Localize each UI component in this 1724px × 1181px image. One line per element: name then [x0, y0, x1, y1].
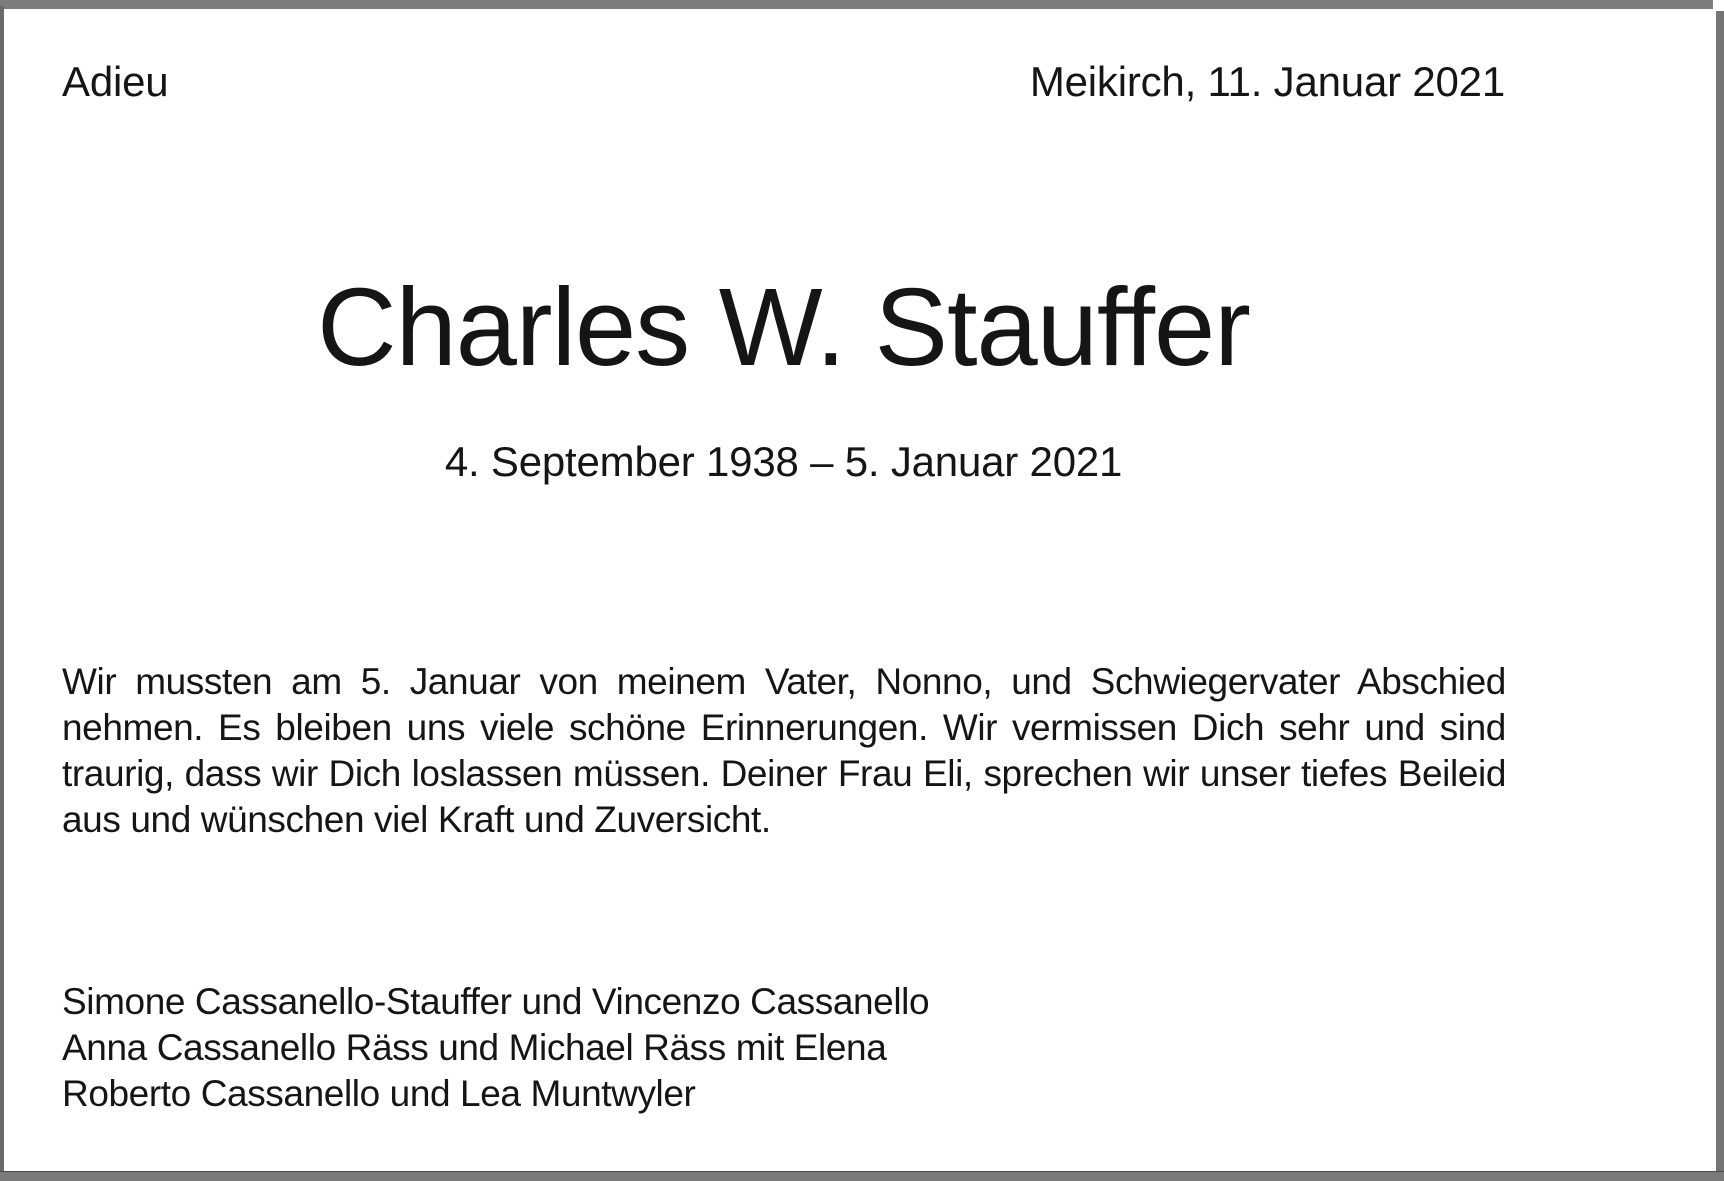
mourner-line: Roberto Cassanello und Lea Muntwyler — [62, 1073, 696, 1114]
frame-bottom-bar — [0, 1171, 1724, 1181]
mourner-line: Simone Cassanello-Stauffer und Vincenzo Cassanello — [62, 981, 930, 1022]
life-dates: 4. September 1938 – 5. Januar 2021 — [444, 438, 1123, 485]
mourner-line: Anna Cassanello Räss und Michael Räss mit Elena — [62, 1027, 887, 1068]
condolence-message — [62, 659, 1506, 843]
message-line: aus und wünschen viel Kraft und Zuversicht. — [62, 799, 771, 840]
frame-right-bar — [1716, 11, 1724, 1181]
notice-label: Adieu — [62, 58, 169, 105]
place-dateline: Meikirch, 11. Januar 2021 — [1029, 58, 1505, 105]
mourners-list — [62, 979, 1506, 1117]
frame-left-bar — [0, 6, 4, 1172]
notice-header — [62, 57, 1505, 107]
frame-top-bar — [0, 0, 1713, 9]
message-line: traurig, dass wir Dich loslassen müssen. Deiner Frau Eli, sprechen wir unser tiefes Beileid — [62, 753, 1506, 794]
message-line: Wir mussten am 5. Januar von meinem Vater, Nonno, und Schwiegervater Abschied — [62, 661, 1506, 702]
message-line: nehmen. Es bleiben uns viele schöne Erinnerungen. Wir vermissen Dich sehr und sind — [62, 707, 1506, 748]
deceased-name: Charles W. Stauffer — [317, 266, 1250, 389]
